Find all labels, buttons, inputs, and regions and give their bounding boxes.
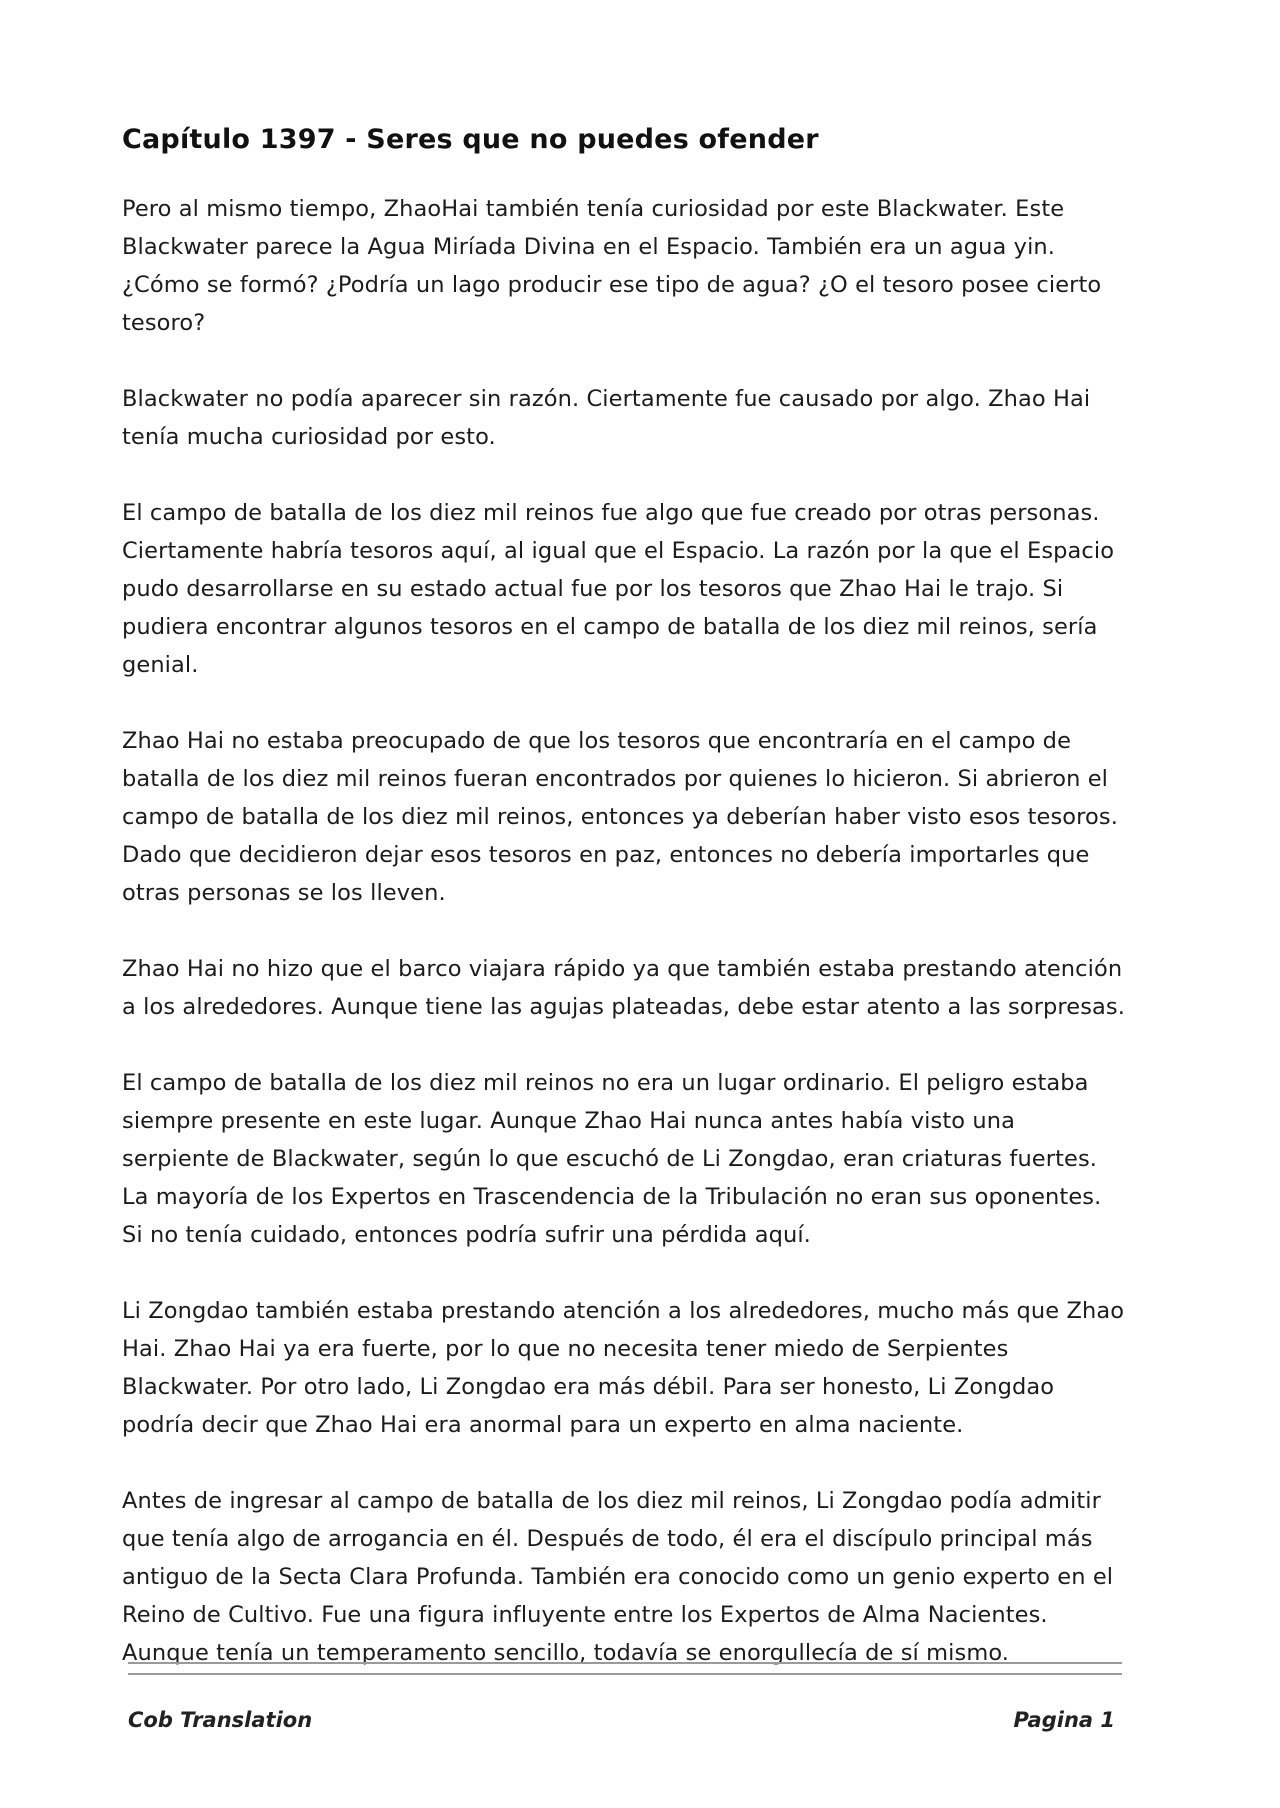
footer-divider-bottom [128, 1673, 1122, 1675]
paragraph: Blackwater no podía aparecer sin razón. Ciertamente fue causado por algo. Zhao Hai tenía mucha curiosidad por esto. [122, 386, 1091, 450]
footer-translator-credit: Cob Translation [128, 1708, 313, 1732]
paragraph: Li Zongdao también estaba prestando atención a los alrededores, mucho más que Zhao Hai. Zhao Hai ya era fuerte, por lo que no necesita tener miedo de Serpientes Blackwater. Por otro lado, Li Zongdao era más débil. Para ser honesto, Li Zongdao podría decir que Zhao Hai era anormal para un experto en alma naciente. [122, 1298, 1125, 1438]
paragraph: El campo de batalla de los diez mil reinos fue algo que fue creado por otras personas. Ciertamente habría tesoros aquí, al igual que el Espacio. La razón por la que el Espacio pudo desarrollarse en su estado actual fue por los tesoros que Zhao Hai le trajo. Si pudiera encontrar algunos tesoros en el campo de batalla de los diez mil reinos, sería genial. [122, 500, 1115, 678]
chapter-title: Capítulo 1397 - Seres que no puedes ofender [122, 124, 819, 155]
paragraph: Antes de ingresar al campo de batalla de los diez mil reinos, Li Zongdao podía admitir que tenía algo de arrogancia en él. Después de todo, él era el discípulo principal más antiguo de la Secta Clara Profunda. También era conocido como un genio experto en el Reino de Cultivo. Fue una figura influyente entre los Expertos de Alma Nacientes. Aunque tenía un temperamento sencillo, todavía se enorgullecía de sí mismo. [122, 1488, 1114, 1666]
paragraph: Zhao Hai no estaba preocupado de que los tesoros que encontraría en el campo de batalla de los diez mil reinos fueran encontrados por quienes lo hicieron. Si abrieron el campo de batalla de los diez mil reinos, entonces ya deberían haber visto esos tesoros. Dado que decidieron dejar esos tesoros en paz, entonces no debería importarles que otras personas se los lleven. [122, 728, 1118, 906]
paragraph: Zhao Hai no hizo que el barco viajara rápido ya que también estaba prestando atención a los alrededores. Aunque tiene las agujas plateadas, debe estar atento a las sorpresas. [122, 956, 1126, 1020]
document-body [122, 118, 1127, 1710]
paragraph: Pero al mismo tiempo, ZhaoHai también tenía curiosidad por este Blackwater. Este Blackwater parece la Agua Miríada Divina en el Espacio. También era un agua yin. ¿Cómo se formó? ¿Podría un lago producir ese tipo de agua? ¿O el tesoro posee cierto tesoro? [122, 196, 1102, 336]
footer-divider-top [128, 1662, 1122, 1664]
paragraph: El campo de batalla de los diez mil reinos no era un lugar ordinario. El peligro estaba siempre presente en este lugar. Aunque Zhao Hai nunca antes había visto una serpiente de Blackwater, según lo que escuchó de Li Zongdao, eran criaturas fuertes. La mayoría de los Expertos en Trascendencia de la Tribulación no eran sus oponentes. Si no tenía cuidado, entonces podría sufrir una pérdida aquí. [122, 1070, 1102, 1248]
footer-page-number: Pagina 1 [1013, 1708, 1115, 1732]
